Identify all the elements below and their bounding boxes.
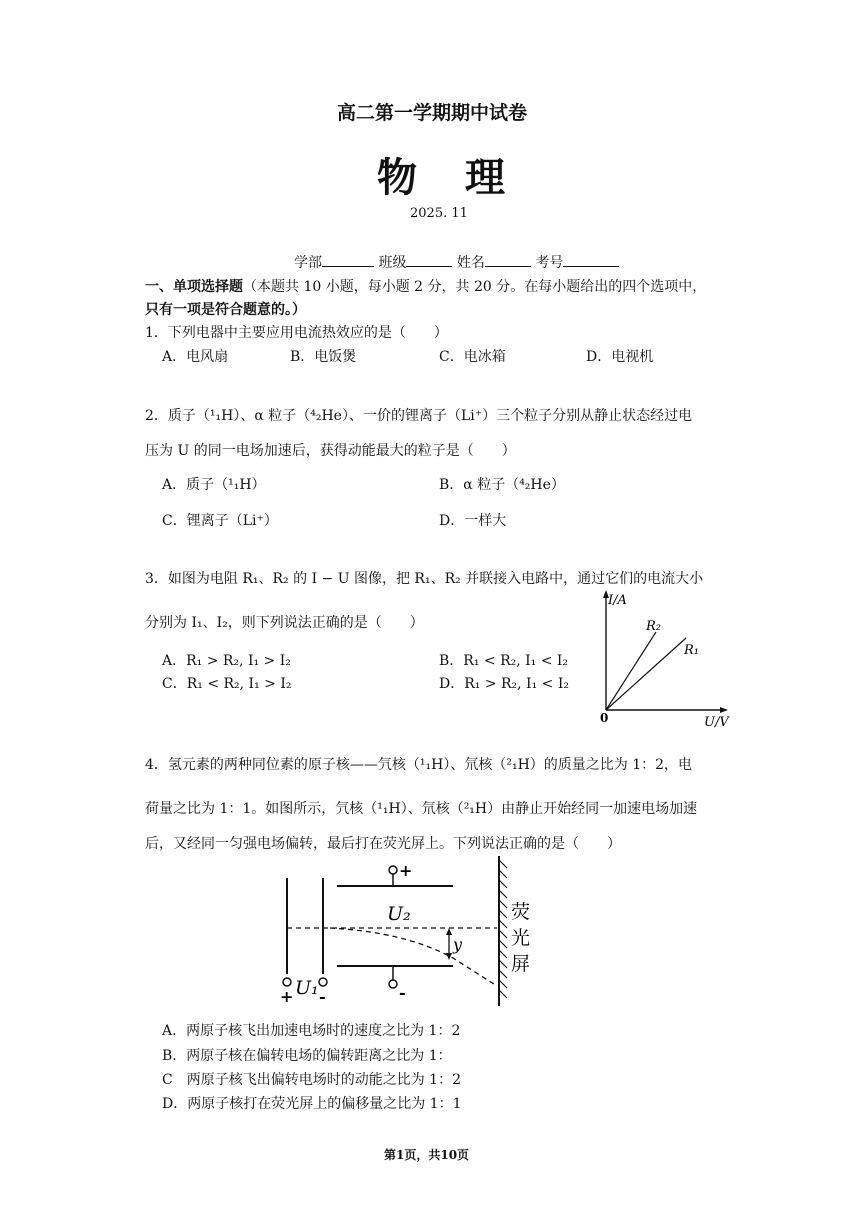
- accel-terminal-right: [319, 978, 327, 986]
- q4-option-c[interactable]: C 两原子核飞出偏转电场时的动能之比为 1：2: [162, 1072, 461, 1088]
- bottom-terminal: [389, 980, 397, 988]
- q3-option-b[interactable]: B．R₁ < R₂, I₁ < I₂: [439, 653, 569, 669]
- y-arrow-top: [446, 928, 452, 935]
- screen-label-3: 屏: [511, 953, 531, 975]
- q2-stem-line1: 2．质子（¹₁H）、α 粒子（⁴₂He）、一价的锂离子（Li⁺）三个粒子分别从静止状态经过电: [145, 408, 693, 424]
- page-footer: 第1页，共10页: [384, 1148, 470, 1162]
- field-class-label: 班级: [378, 255, 407, 271]
- section-type: 单项选择题: [173, 279, 243, 295]
- info-line: [294, 252, 619, 272]
- q3-option-a[interactable]: A．R₁ > R₂, I₁ > I₂: [162, 653, 291, 669]
- accel-minus-sign: -: [319, 987, 326, 1006]
- u2-label: U₂: [387, 903, 411, 925]
- iu-graph: [596, 588, 736, 728]
- q3-option-c[interactable]: C．R₁ < R₂, I₁ > I₂: [162, 676, 292, 692]
- x-axis-arrow: [720, 707, 728, 713]
- deflection-diagram: [275, 856, 545, 1006]
- bottom-minus-sign: -: [399, 983, 406, 1002]
- section-heading-line2: 只有一项是符合题意的。）: [145, 302, 306, 318]
- top-terminal: [389, 866, 397, 874]
- q4-stem-line3: 后，又经同一匀强电场偏转，最后打在荧光屏上。下列说法正确的是（ ）: [145, 836, 621, 852]
- q2-option-b[interactable]: B．α 粒子（⁴₂He）: [439, 477, 565, 493]
- q3-stem-line2: 分别为 I₁、I₂，则下列说法正确的是（ ）: [145, 615, 424, 631]
- q1-stem: 1．下列电器中主要应用电流热效应的是（ ）: [145, 325, 448, 341]
- q4-stem-line1: 4．氢元素的两种同位素的原子核——氕核（¹₁H）、氘核（²₁H）的质量之比为 1：2，电: [145, 757, 693, 773]
- field-department-blank[interactable]: [322, 254, 374, 267]
- q1-option-c[interactable]: C．电冰箱: [439, 349, 506, 365]
- section-number: 一、: [145, 279, 173, 295]
- section-heading: [145, 276, 706, 296]
- line-r2-label: R₂: [646, 619, 661, 634]
- q4-option-d[interactable]: D．两原子核打在荧光屏上的偏移量之比为 1：1: [162, 1096, 462, 1112]
- line-r1: [606, 638, 686, 710]
- q1-option-b[interactable]: B．电饭煲: [290, 349, 357, 365]
- q3-stem-line1: 3．如图为电阻 R₁、R₂ 的 I − U 图像，把 R₁、R₂ 并联接入电路中，通过它们的电流大小: [145, 571, 704, 587]
- y-axis-label: I/A: [608, 593, 627, 608]
- screen-label-2: 光: [511, 927, 531, 949]
- accel-plus-sign: +: [280, 987, 294, 1006]
- q4-stem-line2: 荷量之比为 1：1。如图所示，氕核（¹₁H）、氘核（²₁H）由静止开始经同一加速电场加速: [145, 801, 698, 817]
- particle-trajectory: [330, 928, 497, 986]
- x-axis-label: U/V: [704, 715, 729, 728]
- exam-date: 2025. 11: [410, 206, 468, 221]
- field-name-blank[interactable]: [485, 254, 531, 267]
- screen-hatching: [499, 860, 507, 998]
- q2-stem-line2: 压为 U 的同一电场加速后，获得动能最大的粒子是（ ）: [145, 443, 516, 459]
- origin-label: 0: [600, 711, 609, 725]
- accel-terminal-left: [283, 978, 291, 986]
- subject-title: 物理: [377, 154, 553, 201]
- field-id-blank[interactable]: [563, 254, 619, 267]
- q1-option-d[interactable]: D．电视机: [586, 349, 654, 365]
- field-name-label: 姓名: [456, 255, 485, 271]
- top-plus-sign: +: [399, 861, 413, 880]
- field-id-label: 考号: [535, 255, 564, 271]
- screen-label-1: 荧: [511, 901, 531, 923]
- q3-option-d[interactable]: D．R₁ > R₂, I₁ < I₂: [439, 676, 569, 692]
- q2-option-d[interactable]: D．一样大: [439, 513, 507, 529]
- line-r1-label: R₁: [684, 643, 699, 658]
- u1-label: U₁: [295, 977, 319, 999]
- q4-option-b[interactable]: B．两原子核在偏转电场的偏转距离之比为 1：: [162, 1048, 452, 1064]
- q2-option-c[interactable]: C．锂离子（Li⁺）: [162, 513, 278, 529]
- q4-option-a[interactable]: A．两原子核飞出加速电场时的速度之比为 1：2: [162, 1023, 461, 1039]
- q1-option-a[interactable]: A．电风扇: [162, 349, 229, 365]
- q2-option-a[interactable]: A．质子（¹₁H）: [162, 477, 266, 493]
- field-class-blank[interactable]: [406, 254, 452, 267]
- y-arrow-bottom: [446, 953, 452, 960]
- y-label: y: [453, 935, 463, 954]
- exam-title: 高二第一学期期中试卷: [337, 102, 528, 124]
- field-department-label: 学部: [294, 255, 322, 271]
- section-instructions: （本题共 10 小题，每小题 2 分，共 20 分。在每小题给出的四个选项中，: [243, 279, 707, 295]
